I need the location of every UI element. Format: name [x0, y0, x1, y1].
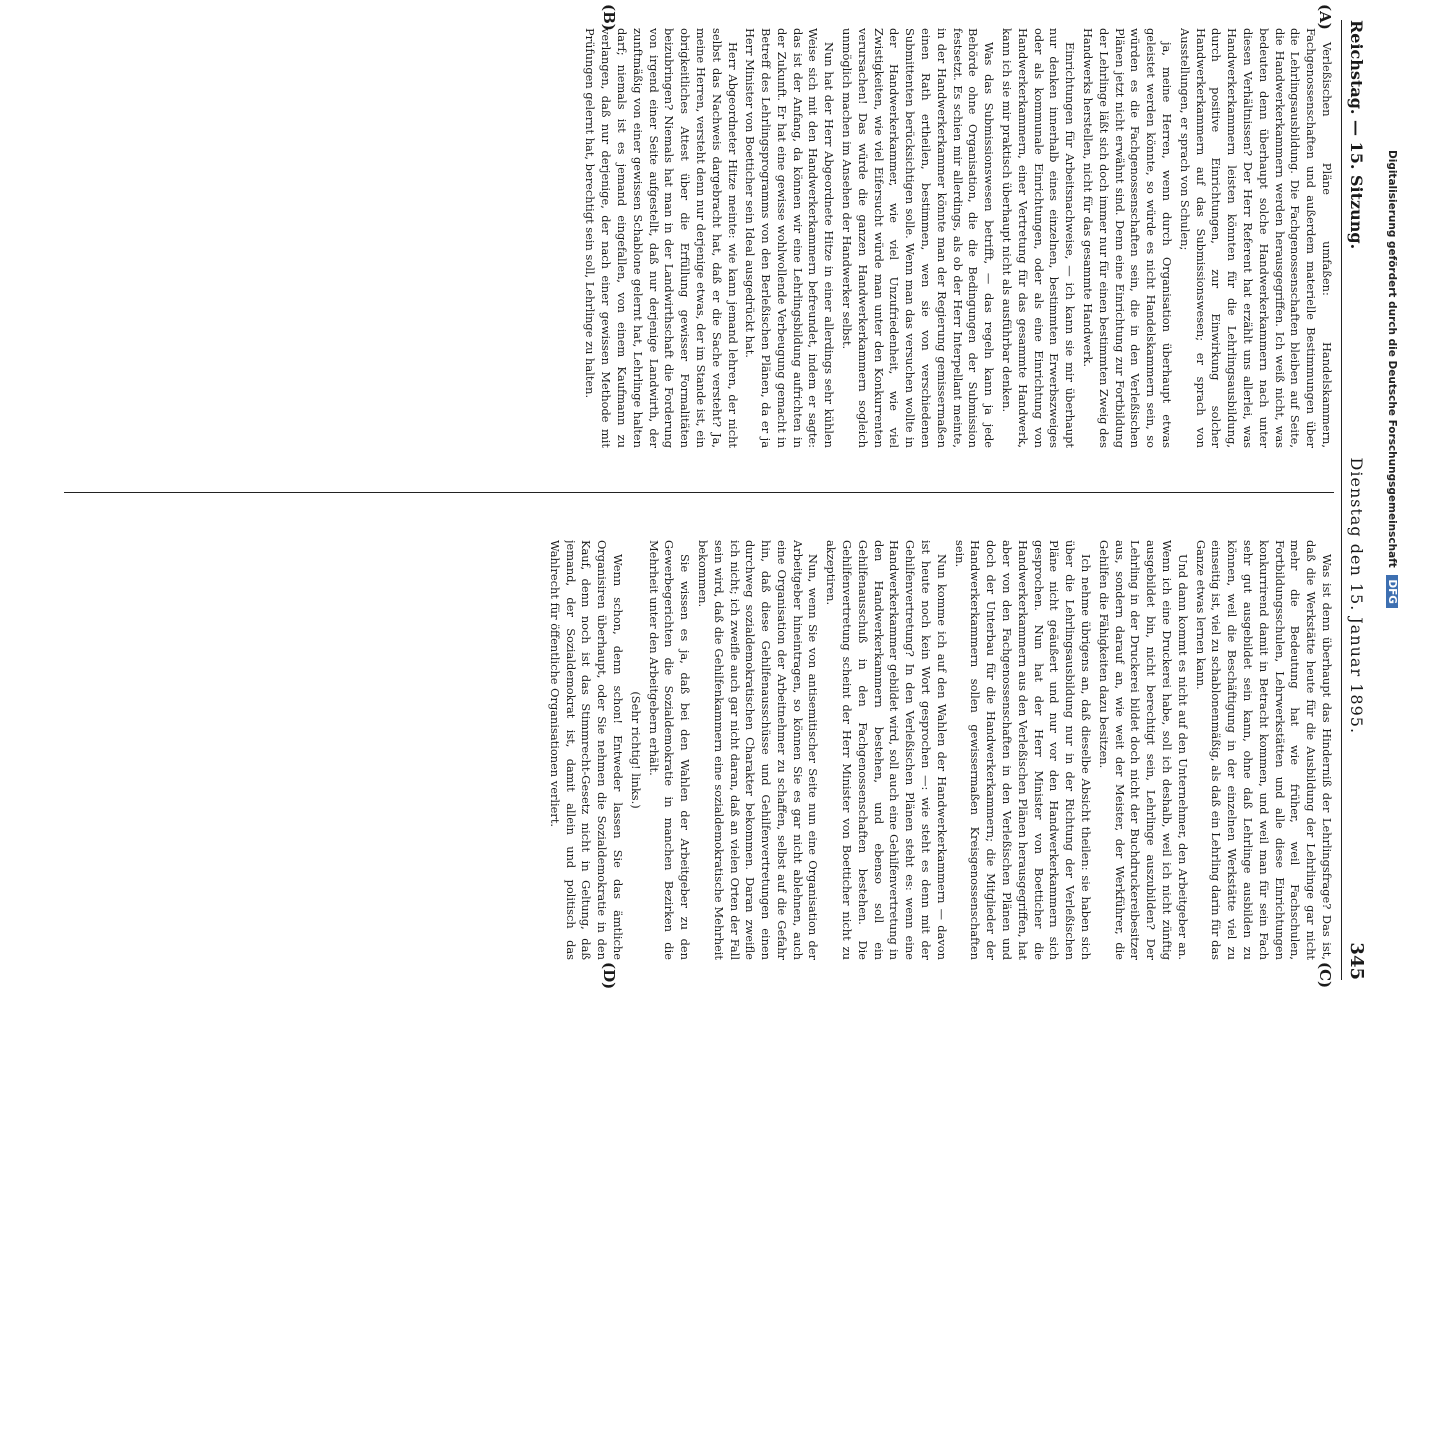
paragraph: Wenn schon, denn schon! Entweder lassen Sie das ämtliche Organisiren überhaupt, oder Sie nehmen die Sozialdemokratie in den Kauf, denn noch ist das Stimmrecht-Gesetz nicht in Geltung, daß jemand, der Sozialdemokrat ist, damit allein und politisch das Wahlrecht für öffentliche Organisationen verliert.	[547, 540, 625, 960]
margin-letter-c: (C)	[1316, 962, 1334, 989]
paragraph: Und dann kommt es nicht auf den Unternehmer, den Arbeitgeber an. Wenn ich eine Druckerei habe, soll ich deshalb, weil ich nicht zünftig ausgebildet bin, nicht berechtigt sein, Lehrlinge auszubilden? Der Lehrling in der Druckerei bildet doch nicht der Buchdruckereibesitzer aus, sondern darauf an, wie weit der Meister, der Werkführer, die Gehilfen die Fähigkeiten dazu besitzen.	[1096, 540, 1190, 960]
digitization-credit	[1378, 150, 1398, 850]
paragraph: Verleßischen Pläne umfaßen: Handelskammern, Fachgenossenschaften und außerdem materielle Bestimmungen über die Lehrlingsausbildung. Die Fachgenossenschaften bleiben auf Seite, die Handwerkerkammern werden herausgegriffen. Ich weiß nicht, was bedeuten denn überhaupt solche Handwerkerkammern nach unter diesen Verhältnissen? Der Herr Referent hat erzählt uns allerlei, was Handwerkerkammern leisten könnten für die Lehrlingsausbildung, durch positive Einrichtungen, zur Einwirkung solcher Handwerkerkammern auf das Submissionswesen; er sprach von Ausstellungen, er sprach von Schulen;	[1177, 28, 1334, 448]
dfg-logo: DFG	[1386, 575, 1398, 608]
margin-letter-d: (D)	[600, 962, 618, 990]
paragraph: Nun, wenn Sie von antisemitischer Seite nun eine Organisation der Arbeitgeber hineintragen, so können Sie es gar nicht ablehnen, auch eine Organisation der Arbeitnehmer zu schaffen, selbst auf die Gefahr hin, daß diese Gehilfenausschüsse und Gehilfenvertretungen einen durchweg sozialdemokratischen Charakter bekommen. Daran zweifle ich nicht; ich zweifle auch gar nicht daran, daß an vielen Orten der Fall sein wird, daß die Gehilfenkammern eine sozialdemokratische Mehrheit bekommen.	[695, 540, 821, 960]
left-column	[64, 28, 1334, 448]
header-date: Dienstag den 15. Januar 1895.	[1347, 457, 1367, 735]
page-header	[1341, 20, 1372, 980]
paragraph: Was ist denn überhaupt das Hinderniß der Lehrlingsfrage? Das ist, daß die Werkstätte heute für die Ausbildung der Lehrlinge gar nicht mehr die Bedeutung hat wie früher, weil Fachschulen, Fortbildungsschulen, Lehrwerkstätten und alle diese Einrichtungen konkurrirend damit in Betracht kommen, und weil man für sein Fach sehr gut ausgebildet sein kann, ohne daß Lehrlinge ausbilden zu können, weil die Beschäftigung in der einzelnen Werkstätte viel zu einseitig ist, viel zu schablonenmäßig, als daß ein Lehrling darin für das Ganze etwas lernen kann.	[1193, 540, 1334, 960]
paragraph: Sie wissen es ja, daß bei den Wahlen der Arbeitgeber zu den Gewerbegerichten die Sozialdemokratie in manchen Bezirken die Mehrheit unter den Arbeitgebern erhält.	[646, 540, 693, 960]
paragraph: ja, meine Herren, wenn durch Organisation überhaupt etwas geleistet werden könnte, so würde es nicht Handelskammern sein, so würden es die Fachgenossenschaften sein, die in den Verleßischen Plänen jetzt nicht erwähnt sind. Denn eine Einrichtung zur Fortbildung der Lehrlinge läßt sich doch immer nur für einen bestimmten Zweig des Handwerks herstellen, nicht für das gesammte Handwerk.	[1081, 28, 1175, 448]
margin-letter-a: (A)	[1316, 4, 1334, 30]
paragraph: Herr Abgeordneter Hitze meinte: wie kann jemand lehren, der nicht selbst das Nachweis dargebracht hat, daß er die Sache versteht? Ja, meine Herren, versteht denn nur derjenige etwas, der im Stande ist, ein obrigkeitliches Attest über die Erfüllung gewisser Formalitäten beizubringen? Niemals hat man in der Landwirthschaft die Forderung von irgend einer Seite aufgestellt, daß nur derjenige Landwirth, der zunftmäßig von einer gewissen Schablone gelernt hat, Lehrlinge halten darf; niemals ist es jemand eingefallen, von einem Kaufmann zu verlangen, daß nur derjenige, der nach einer gewissen Methode mit Prüfungen gelernt hat, berechtigt sein soll, Lehrlinge zu halten.	[583, 28, 740, 448]
paragraph: Nun hat der Herr Abgeordnete Hitze in einer allerdings sehr kühlen Weise sich mit den Handwerkerkammern befreundet, indem er sagte: das ist der Anfang, da können wir eine Lehrlingsbildung aufrichten in der Zukunft. Er hat eine gewisse wohlwollende Verbeugung gemacht in Betreff des Lehrlingsprogramms von den Berleßischen Plänen, da er ja Herr Minister von Boetticher sein Ideal ausgedrückt hat.	[743, 28, 837, 448]
header-left: Reichstag. — 15. Sitzung.	[1347, 20, 1367, 250]
paragraph: Nun komme ich auf den Wahlen der Handwerkerkammern — davon ist heute noch kein Wort gesprochen —: wie steht es denn mit der Gehilfenvertretung? In den Verleßischen Plänen steht es: wenn eine Handwerkerkammer gebildet wird, soll auch eine Gehilfenvertretung in den Handwerkerkammern bestehen, und ebenso soll ein Gehilfenausschuß in den Fachgenossenschaften bestehen. Die Gehilfenvertretung scheint der Herr Minister von Boetticher nicht zu akzeptiren.	[824, 540, 949, 960]
paragraph: Einrichtungen für Arbeitsnachweise, — ich kann sie mir überhaupt nur denken innerhalb eines einzelnen, bestimmten Erwerbszweiges oder als kommunale Einrichtungen, oder als eine Einrichtung von Handwerkerkammern, einer Vertretung für das gesammte Handwerk, kann ich sie mir praktisch überhaupt nicht als ausführbar denken.	[1000, 28, 1078, 448]
right-column	[64, 540, 1334, 960]
interjection: (Sehr richtig! links.)	[628, 691, 643, 809]
margin-letter-b: (B)	[600, 4, 618, 31]
paragraph: Ich nehme übrigens an, daß dieselbe Absicht theilen: sie haben sich über die Lehrlingsausbildung nur in der Richtung der Verleßischen Pläne nicht geäußert und nur vor den Handwerkerkammern sich gesprochen. Nun hat der Herr Minister von Boetticher die Handwerkerkammern aus den Verleßischen Plänen herausgegriffen, hat aber von den Fachgenossenschaften in den Verleßischen Plänen und doch der Unterbau für die Handwerkerkammern; die Mitglieder der Handwerkerkammern sollen gewissermaßen Kreisgenossenschaften sein.	[952, 540, 1094, 960]
credit-text: Digitalisierung gefördert durch die Deutsche Forschungsgemeinschaft	[1386, 150, 1398, 568]
page-number: 345	[1346, 942, 1368, 980]
column-divider	[64, 492, 1334, 493]
paragraph: Was das Submissionswesen betrifft, — das regeln kann ja jede Behörde ohne Organisation, die die Bedingungen der Submission festsetzt. Es schien mir allerdings, als ob der Herr Interpellant meinte, in der Handwerkerkammer könnte man der Regierung gemissermaßen einen Rath ertheilen, bestimmen, wen sie von verschiedenen Submittenten berücksichtigen solle. Wenn man das versuchen wollte in der Handwerkerkammer, wie viel Unzufriedenheit, wie viel Zwistigkeiten, wie viel Eifersucht würde man unter den Konkurrenten verursachen! Das würde die ganzen Handwerkerkammern sogleich unmöglich machen im Ansehen der Handwerker selbst.	[840, 28, 997, 448]
